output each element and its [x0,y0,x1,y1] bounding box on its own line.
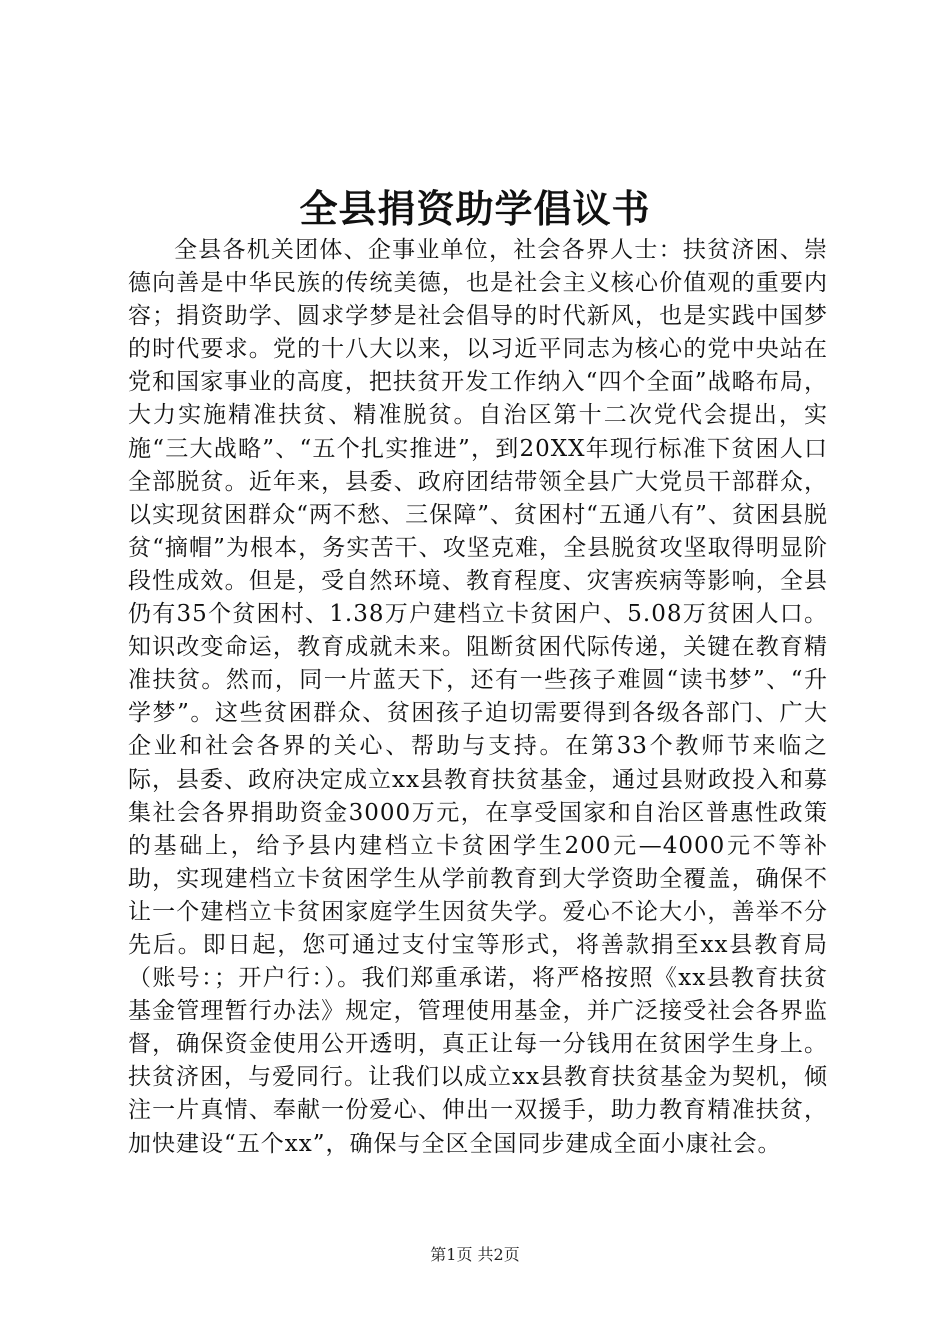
document-body: 全县各机关团体、企事业单位，社会各界人士：扶贫济困、崇德向善是中华民族的传统美德，也是社会主义核心价值观的重要内容；捐资助学、圆求学梦是社会倡导的时代新风，也是实践中国梦的时代要求。党的十八大以来，以习近平同志为核心的党中央站在党和国家事业的高度，把扶贫开发工作纳入“四个全面”战略布局，大力实施精准扶贫、精准脱贫。自治区第十二次党代会提出，实施“三大战略”、“五个扎实推进”，到20XX年现行标准下贫困人口全部脱贫。近年来，县委、政府团结带领全县广大党员干部群众，以实现贫困群众“两不愁、三保障”、贫困村“五通八有”、贫困县脱贫“摘帽”为根本，务实苦干、攻坚克难，全县脱贫攻坚取得明显阶段性成效。但是，受自然环境、教育程度、灾害疾病等影响，全县仍有35个贫困村、1.38万户建档立卡贫困户、5.08万贫困人口。知识改变命运，教育成就未来。阻断贫困代际传递，关键在教育精准扶贫。然而，同一片蓝天下，还有一些孩子难圆“读书梦”、“升学梦”。这些贫困群众、贫困孩子迫切需要得到各级各部门、广大企业和社会各界的关心、帮助与支持。在第33个教师节来临之际，县委、政府决定成立xx县教育扶贫基金，通过县财政投入和募集社会各界捐助资金3000万元，在享受国家和自治区普惠性政策的基础上，给予县内建档立卡贫困学生200元—4000元不等补助，实现建档立卡贫困学生从学前教育到大学资助全覆盖，确保不让一个建档立卡贫困家庭学生因贫失学。爱心不论大小，善举不分先后。即日起，您可通过支付宝等形式，将善款捐至xx县教育局（账号：；开户行：）。我们郑重承诺，将严格按照《xx县教育扶贫基金管理暂行办法》规定，管理使用基金，并广泛接受社会各界监督，确保资金使用公开透明，真正让每一分钱用在贫困学生身上。扶贫济困，与爱同行。让我们以成立xx县教育扶贫基金为契机，倾注一片真情、奉献一份爱心、伸出一双援手，助力教育精准扶贫，加快建设“五个xx”，确保与全区全国同步建成全面小康社会。 [128,237,828,1157]
document-title: 全县捐资助学倡议书 [299,186,651,231]
page-footer: 第1页 共2页 [430,1245,520,1264]
